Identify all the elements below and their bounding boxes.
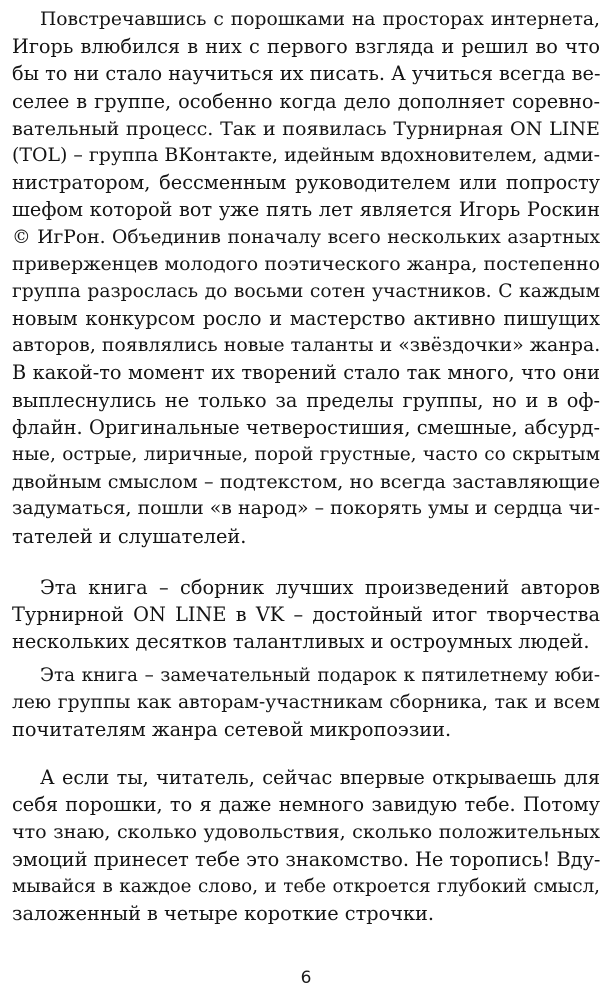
text-line: бы то ни стало научиться их писать. А учиться всегда ве- xyxy=(12,62,601,86)
paragraph-intro xyxy=(12,6,600,550)
paragraph-reader-address xyxy=(12,764,600,927)
text-line: вательный процесс. Так и появилась Турнирная ON LINE xyxy=(12,116,600,140)
text-line: эмоций принесет тебе это знакомство. Не торопись! Вду- xyxy=(12,847,601,871)
text-line: выплеснулись не только за пределы группы, но и в оф- xyxy=(12,388,600,412)
page-number: 6 xyxy=(300,968,312,988)
text-line: нескольких десятков талантливых и остроумных людей. xyxy=(12,630,590,654)
text-line: Эта книга – сборник лучших произведений авторов xyxy=(40,576,600,599)
text-line: приверженцев молодого поэтического жанра, постепенно xyxy=(12,252,600,275)
text-line: задуматься, пошли «в народ» – покорять умы и сердца чи- xyxy=(12,497,600,520)
paragraph-book-collection xyxy=(12,574,600,656)
text-line: новым конкурсом росло и мастерство активно пишущих xyxy=(12,307,600,331)
text-line: лею группы как авторам-участникам сборника, так и всем xyxy=(12,692,600,714)
text-line: Игорь влюбился в них с первого взгляда и решил во что xyxy=(12,35,600,59)
paragraph-book-gift xyxy=(12,662,600,744)
text-line: заложенный в четыре короткие строчки. xyxy=(12,901,434,925)
text-line: (TOL) – группа ВКонтакте, идейным вдохновителем, адми- xyxy=(12,143,600,166)
text-line: Турнирной ON LINE в VK – достойный итог творчества xyxy=(12,603,600,627)
text-line: двойным смыслом – подтекстом, но всегда заставляющие xyxy=(12,470,600,494)
text-line: А если ты, читатель, сейчас впервые открываешь для xyxy=(40,766,600,789)
text-line: Эта книга – замечательный подарок к пятилетнему юби- xyxy=(40,665,600,686)
text-line: тателей и слушателей. xyxy=(12,524,247,548)
text-line: селее в группе, особенно когда дело дополняет соревно- xyxy=(12,89,600,113)
text-line: себя порошки, то я даже немного завидую тебе. Потому xyxy=(12,793,600,817)
text-line: мывайся в каждое слово, и тебе откроется глубокий смысл, xyxy=(12,875,600,897)
text-line: Повстречавшись с порошками на просторах интернета, xyxy=(40,9,600,30)
text-line: В какой-то момент их творений стало так много, что они xyxy=(12,361,600,385)
text-line: авторов, появлялись новые таланты и «звёздочки» жанра. xyxy=(12,334,601,357)
text-line: почитателям жанра сетевой микропоэзии. xyxy=(12,718,452,742)
text-line: нистратором, бессменным руководителем или попросту xyxy=(12,171,600,195)
text-line: группа разрослась до восьми сотен участников. С каждым xyxy=(12,280,600,302)
text-line: шефом которой вот уже пять лет является Игорь Роскин xyxy=(12,198,600,222)
text-line: флайн. Оригинальные четверостишия, смешные, абсурд- xyxy=(12,415,600,439)
text-line: что знаю, сколько удовольствия, сколько положительных xyxy=(12,820,600,844)
text-line: © ИгРон. Объединив поначалу всего нескольких азартных xyxy=(12,226,600,248)
text-line: ные, острые, лиричные, порой грустные, часто со скрытым xyxy=(12,444,600,465)
